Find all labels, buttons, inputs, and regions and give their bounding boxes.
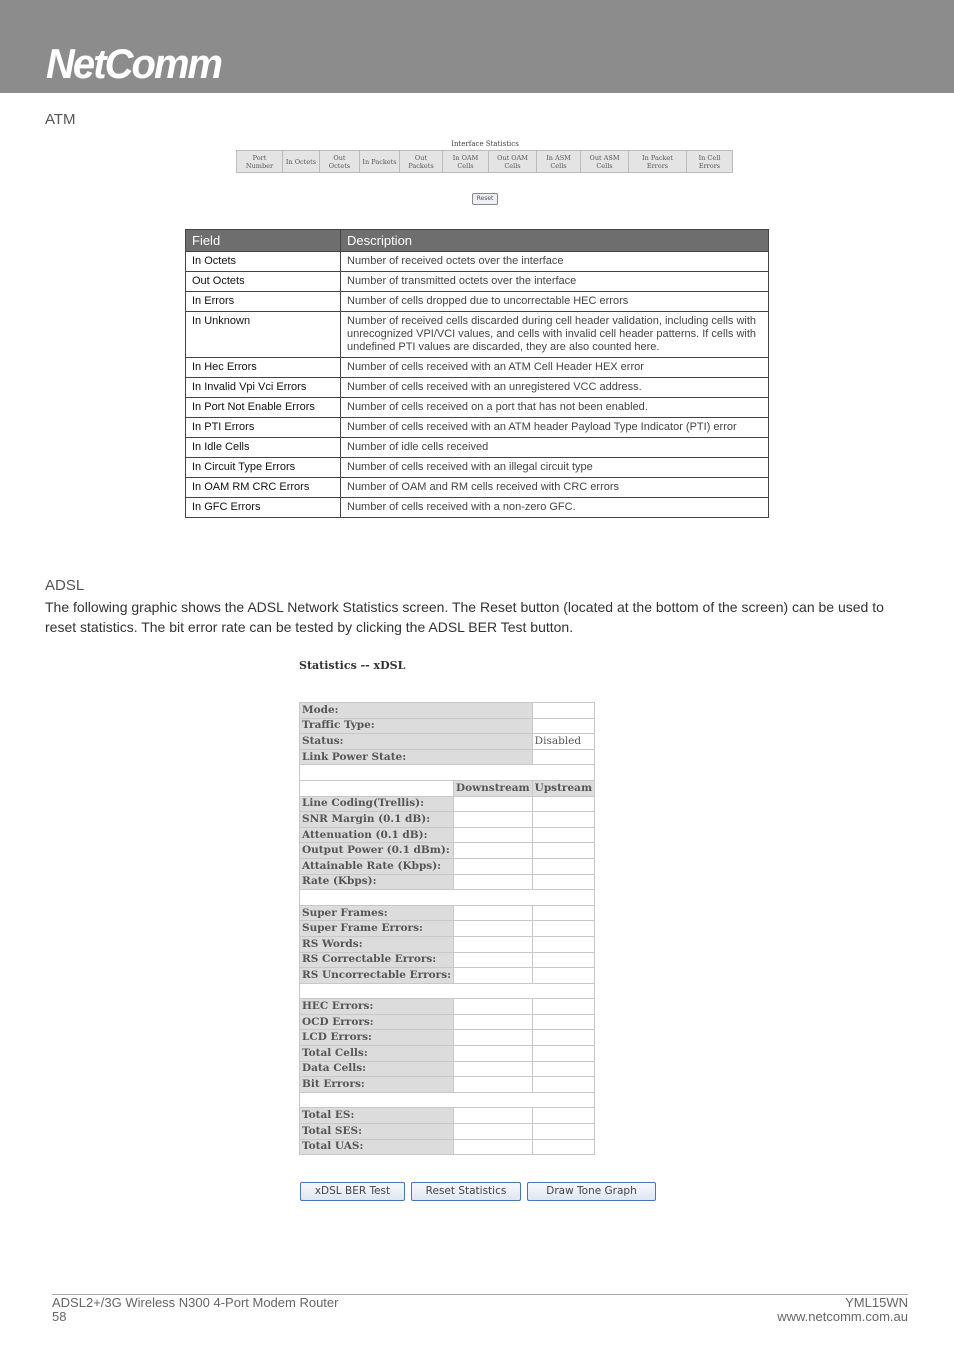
table-row — [300, 796, 595, 812]
interface-column-header: In OAM Cells — [443, 151, 489, 173]
field-description: Number of idle cells received — [341, 438, 769, 458]
table-row — [186, 272, 769, 292]
downstream-value — [454, 1030, 533, 1046]
upstream-value — [532, 1046, 594, 1062]
upstream-value — [532, 968, 594, 984]
stat-value — [532, 749, 594, 765]
table-row — [300, 890, 595, 906]
stat-label: Attainable Rate (Kbps): — [300, 858, 454, 874]
field-header: Field — [186, 230, 341, 252]
stat-value: Disabled — [532, 734, 594, 750]
stat-value — [532, 703, 594, 719]
stat-label: Rate (Kbps): — [300, 874, 454, 890]
table-row — [186, 358, 769, 378]
upstream-value — [532, 843, 594, 859]
stat-label: Status: — [300, 734, 533, 750]
netcomm-logo: NetComm — [46, 40, 222, 87]
xdsl-screen-title: Statistics -- xDSL — [299, 659, 406, 672]
table-row — [300, 843, 595, 859]
stat-label: HEC Errors: — [300, 999, 454, 1015]
interface-statistics-table — [236, 150, 733, 173]
downstream-value — [454, 1108, 533, 1124]
field-description: Number of OAM and RM cells received with CRC errors — [341, 478, 769, 498]
footer-model: YML15WN — [845, 1295, 908, 1310]
downstream-value — [454, 1077, 533, 1093]
table-row — [300, 952, 595, 968]
field-name: In Octets — [186, 252, 341, 272]
table-row — [186, 252, 769, 272]
table-row — [300, 827, 595, 843]
downstream-value — [454, 968, 533, 984]
field-description: Number of cells received on a port that has not been enabled. — [341, 398, 769, 418]
interface-column-header: Out OAM Cells — [489, 151, 537, 173]
field-name: In Unknown — [186, 312, 341, 358]
downstream-value — [454, 1139, 533, 1155]
stat-label: Total ES: — [300, 1108, 454, 1124]
downstream-value — [454, 936, 533, 952]
upstream-value — [532, 921, 594, 937]
table-row — [186, 478, 769, 498]
table-row — [300, 921, 595, 937]
table-row — [300, 1108, 595, 1124]
stat-label: Total SES: — [300, 1124, 454, 1140]
downstream-value — [454, 843, 533, 859]
downstream-value — [454, 1061, 533, 1077]
interface-column-header: Out Octets — [320, 151, 360, 173]
table-row — [300, 999, 595, 1015]
table-row — [186, 418, 769, 438]
spacer-row — [300, 890, 595, 906]
upstream-value — [532, 858, 594, 874]
stat-label: LCD Errors: — [300, 1030, 454, 1046]
table-row — [186, 292, 769, 312]
field-description: Number of cells received with an ATM Cell Header HEX error — [341, 358, 769, 378]
stat-label: Attenuation (0.1 dB): — [300, 827, 454, 843]
atm-field-description-table — [185, 229, 769, 518]
upstream-value — [532, 1108, 594, 1124]
downstream-value — [454, 1014, 533, 1030]
stat-label: Bit Errors: — [300, 1077, 454, 1093]
table-row — [300, 858, 595, 874]
upstream-value — [532, 874, 594, 890]
atm-reset-button[interactable]: Reset — [472, 193, 498, 205]
table-row — [300, 874, 595, 890]
table-row — [300, 1092, 595, 1108]
field-description: Number of cells received with an unregistered VCC address. — [341, 378, 769, 398]
spacer-row — [300, 1092, 595, 1108]
upstream-value — [532, 812, 594, 828]
field-name: In Circuit Type Errors — [186, 458, 341, 478]
stat-label: Mode: — [300, 703, 533, 719]
atm-section-title: ATM — [45, 111, 76, 128]
stat-label: Total Cells: — [300, 1046, 454, 1062]
table-row — [300, 1077, 595, 1093]
field-name: In PTI Errors — [186, 418, 341, 438]
stat-label: RS Correctable Errors: — [300, 952, 454, 968]
stat-label: RS Words: — [300, 936, 454, 952]
field-name: In Invalid Vpi Vci Errors — [186, 378, 341, 398]
table-row — [300, 968, 595, 984]
page-header — [0, 0, 954, 93]
table-row — [300, 1139, 595, 1155]
upstream-header: Upstream — [532, 780, 594, 796]
upstream-value — [532, 1061, 594, 1077]
spacer-row — [300, 765, 595, 781]
field-name: In Hec Errors — [186, 358, 341, 378]
table-row — [300, 1014, 595, 1030]
downstream-value — [454, 1124, 533, 1140]
interface-column-header: Out ASM Cells — [581, 151, 629, 173]
stat-label: Super Frame Errors: — [300, 921, 454, 937]
field-description: Number of cells received with a non-zero GFC. — [341, 498, 769, 518]
table-row — [300, 905, 595, 921]
field-name: In Errors — [186, 292, 341, 312]
header-blank — [300, 780, 454, 796]
field-name: In Idle Cells — [186, 438, 341, 458]
field-description: Number of cells dropped due to uncorrectable HEC errors — [341, 292, 769, 312]
interface-column-header: In Cell Errors — [687, 151, 733, 173]
table-row — [300, 1124, 595, 1140]
table-row — [300, 734, 595, 750]
downstream-value — [454, 999, 533, 1015]
reset-statistics-button[interactable]: Reset Statistics — [411, 1182, 521, 1201]
upstream-value — [532, 1014, 594, 1030]
table-row — [186, 438, 769, 458]
stat-label: Output Power (0.1 dBm): — [300, 843, 454, 859]
interface-column-header: In Packets — [360, 151, 400, 173]
table-row — [300, 765, 595, 781]
table-row — [186, 398, 769, 418]
field-name: In GFC Errors — [186, 498, 341, 518]
downstream-value — [454, 796, 533, 812]
table-row — [300, 1061, 595, 1077]
field-description: Number of received cells discarded during cell header validation, including cells with unrecognized VPI/VCI values, and cells with invalid cell header patterns. If cells with undefined PTI values are discarded, they are also counted here. — [341, 312, 769, 358]
table-row — [300, 936, 595, 952]
upstream-value — [532, 905, 594, 921]
stat-label: Line Coding(Trellis): — [300, 796, 454, 812]
spacer-row — [300, 983, 595, 999]
adsl-section-title: ADSL — [45, 577, 85, 594]
table-row — [186, 312, 769, 358]
field-description: Number of transmitted octets over the interface — [341, 272, 769, 292]
downstream-header: Downstream — [454, 780, 533, 796]
xdsl-statistics-table — [299, 702, 595, 1155]
downstream-value — [454, 952, 533, 968]
interface-column-header: In Octets — [283, 151, 320, 173]
stat-label: SNR Margin (0.1 dB): — [300, 812, 454, 828]
upstream-value — [532, 936, 594, 952]
description-header: Description — [341, 230, 769, 252]
table-row — [300, 703, 595, 719]
downstream-value — [454, 858, 533, 874]
upstream-value — [532, 796, 594, 812]
downstream-value — [454, 921, 533, 937]
field-name: In OAM RM CRC Errors — [186, 478, 341, 498]
stat-label: Super Frames: — [300, 905, 454, 921]
interface-column-header: Port Number — [237, 151, 283, 173]
upstream-value — [532, 827, 594, 843]
table-row — [300, 983, 595, 999]
stat-value — [532, 718, 594, 734]
upstream-value — [532, 1139, 594, 1155]
interface-column-header: In ASM Cells — [537, 151, 581, 173]
footer-website: www.netcomm.com.au — [777, 1309, 908, 1324]
table-row — [300, 749, 595, 765]
xdsl-ber-test-button[interactable]: xDSL BER Test — [300, 1182, 405, 1201]
stat-label: Total UAS: — [300, 1139, 454, 1155]
downstream-value — [454, 812, 533, 828]
draw-tone-graph-button[interactable]: Draw Tone Graph — [527, 1182, 656, 1201]
upstream-value — [532, 999, 594, 1015]
table-row — [300, 812, 595, 828]
downstream-value — [454, 905, 533, 921]
field-description: Number of cells received with an illegal circuit type — [341, 458, 769, 478]
interface-column-header: In Packet Errors — [629, 151, 687, 173]
upstream-value — [532, 1124, 594, 1140]
stat-label: Link Power State: — [300, 749, 533, 765]
footer-page-number: 58 — [52, 1309, 67, 1324]
downstream-value — [454, 827, 533, 843]
downstream-value — [454, 874, 533, 890]
stat-label: OCD Errors: — [300, 1014, 454, 1030]
upstream-value — [532, 952, 594, 968]
table-row — [300, 1030, 595, 1046]
stat-label: RS Uncorrectable Errors: — [300, 968, 454, 984]
adsl-description: The following graphic shows the ADSL Network Statistics screen. The Reset button (located at the bottom of the screen) can be used to reset statistics. The bit error rate can be tested by clicking the ADSL BER Test button. — [45, 599, 884, 635]
upstream-value — [532, 1030, 594, 1046]
field-description: Number of received octets over the interface — [341, 252, 769, 272]
table-row — [300, 780, 595, 796]
field-name: In Port Not Enable Errors — [186, 398, 341, 418]
table-row — [300, 1046, 595, 1062]
stat-label: Data Cells: — [300, 1061, 454, 1077]
table-row — [186, 498, 769, 518]
downstream-value — [454, 1046, 533, 1062]
table-row — [300, 718, 595, 734]
table-row — [186, 378, 769, 398]
field-description: Number of cells received with an ATM header Payload Type Indicator (PTI) error — [341, 418, 769, 438]
interface-column-header: Out Packets — [400, 151, 443, 173]
footer-product: ADSL2+/3G Wireless N300 4-Port Modem Router — [52, 1295, 339, 1310]
stat-label: Traffic Type: — [300, 718, 533, 734]
upstream-value — [532, 1077, 594, 1093]
interface-statistics-caption: Interface Statistics — [451, 140, 519, 148]
field-name: Out Octets — [186, 272, 341, 292]
table-row — [186, 458, 769, 478]
